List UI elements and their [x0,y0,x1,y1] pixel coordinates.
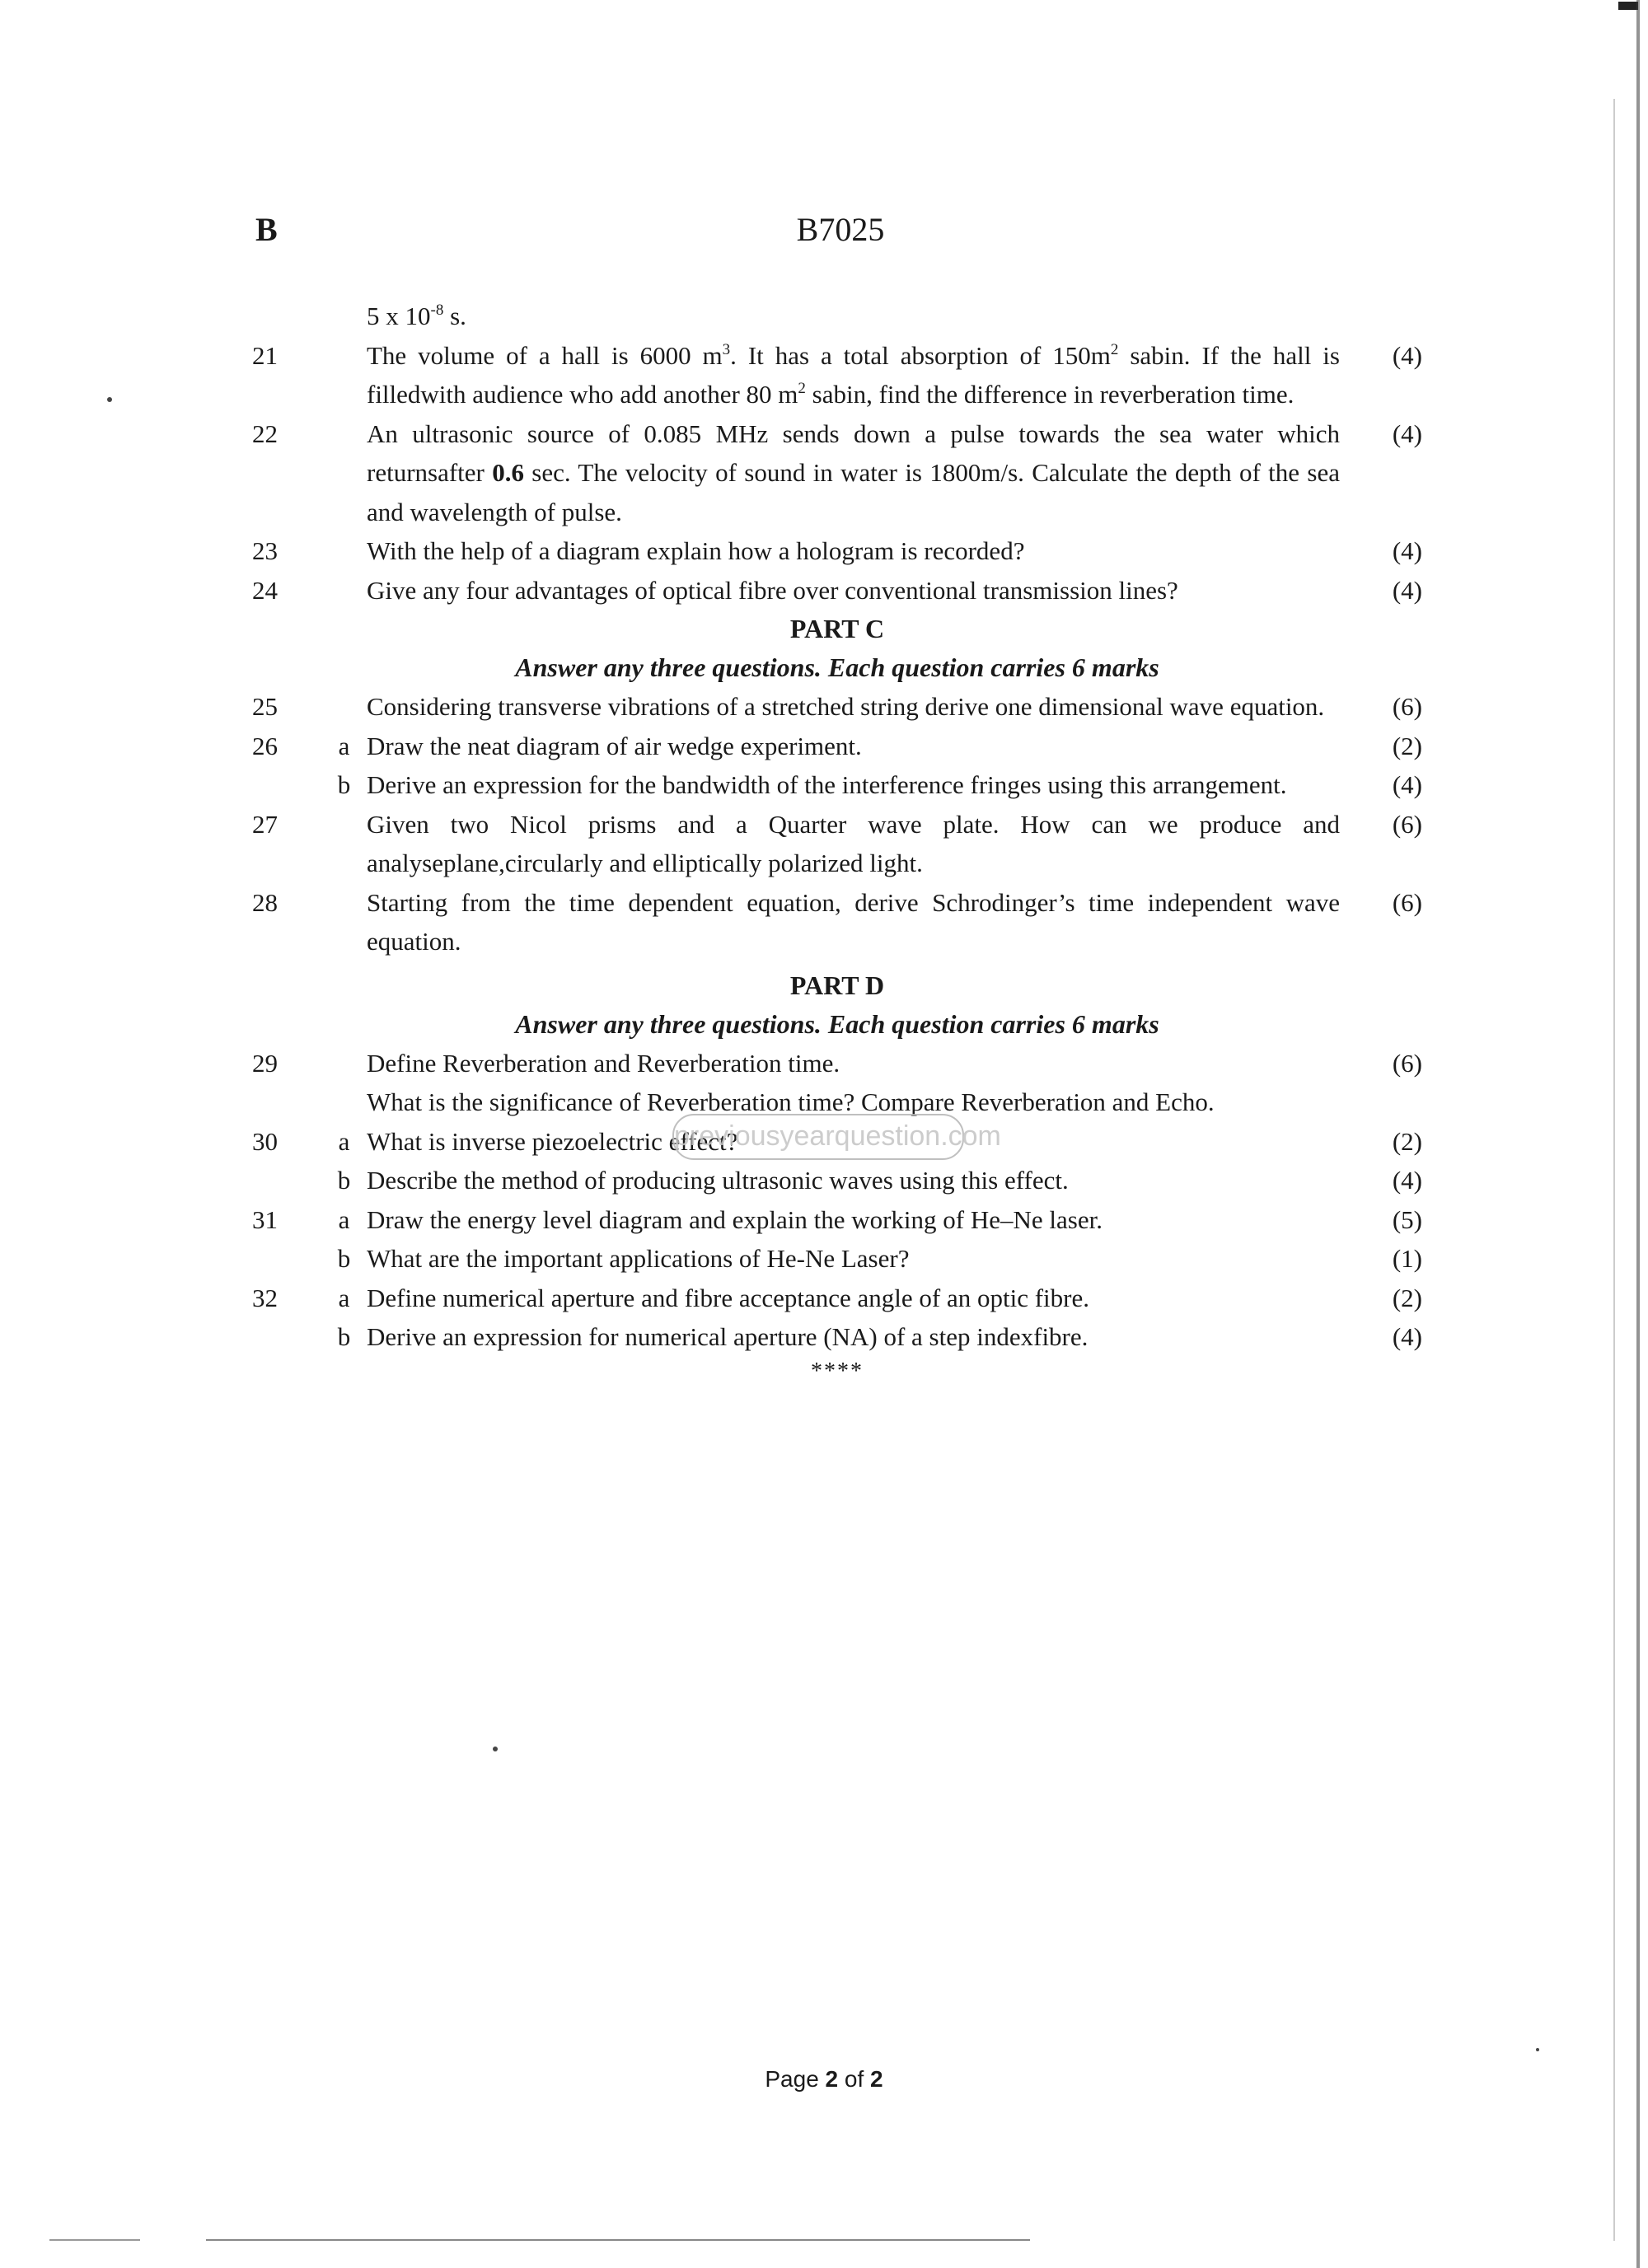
question-text: Draw the neat diagram of air wedge experiment. [367,731,862,760]
question-31b [252,1239,1422,1279]
question-number: 26 [252,731,278,760]
question-part-letter: b [337,1166,351,1195]
question-part-letter: a [338,731,350,760]
question-marks: (2) [1392,731,1422,760]
question-26a [252,727,1422,766]
question-text: What is inverse piezoelectric effect? [367,1126,738,1156]
paper-code: B7025 [796,211,885,248]
question-marks: (6) [1392,887,1422,917]
question-marks: (2) [1392,1283,1422,1312]
question-marks: (4) [1392,1166,1422,1195]
question-number: 32 [252,1283,278,1312]
question-marks: (4) [1392,340,1422,370]
scan-bottom-line [49,2239,140,2241]
question-marks: (4) [1392,1322,1422,1351]
continuation-text: 5 x $10^{-8}$ s. [367,302,466,330]
question-text: Give any four advantages of optical fibre over conventional transmission lines? [367,575,1178,605]
question-marks: (6) [1392,1048,1422,1078]
question-32a [252,1279,1422,1318]
question-26b [252,765,1422,805]
end-marker: **** [811,1358,864,1384]
question-27 [252,805,1422,883]
question-part-letter: a [338,1283,350,1312]
continuation-row [252,297,1422,336]
question-list [252,297,1422,1387]
question-22 [252,414,1422,532]
scan-edge-inner [1613,99,1615,2241]
scan-corner-mark [1618,2,1638,10]
scan-edge-right [1636,0,1640,2268]
question-25 [252,687,1422,727]
part-d-instruction: Answer any three questions. Each question carries 6 marks [515,1008,1159,1039]
question-marks: (4) [1392,536,1422,565]
part-d-title: PART D [789,970,885,1000]
question-part-letter: b [337,1244,351,1273]
scan-speck [1536,2048,1539,2051]
question-text: What are the important applications of He-Ne Laser? [367,1244,910,1273]
scan-speck [107,397,112,402]
question-text: Define numerical aperture and fibre acceptance angle of an optic fibre. [367,1283,1089,1312]
question-marks: (4) [1392,770,1422,799]
question-number: 31 [252,1204,278,1234]
question-marks: (5) [1392,1204,1422,1234]
question-number: 21 [252,340,278,370]
question-number: 24 [252,575,278,605]
question-28 [252,883,1422,961]
scan-speck [493,1747,498,1751]
question-part-letter: b [337,770,351,799]
series-letter: B [255,211,278,248]
question-number: 29 [252,1048,278,1078]
question-part-letter: b [337,1322,351,1351]
scan-bottom-line [206,2239,1030,2241]
question-text: Describe the method of producing ultrasonic waves using this effect. [367,1166,1069,1195]
question-number: 25 [252,692,278,721]
question-21 [252,336,1422,414]
question-text: Starting from the time dependent equation, derive Schrodinger’s time independent wave equation. [367,887,1340,956]
question-32b [252,1317,1422,1357]
page-footer: Page 2 of 2 [765,2066,883,2092]
question-text: Define Reverberation and Reverberation time. What is the significance of Reverberation time? Compare Reverberation and Echo. [367,1048,1215,1116]
question-text: Given two Nicol prisms and a Quarter wave plate. How can we produce and analyseplane,circularly and elliptically polarized light. [367,809,1340,877]
question-text: The volume of a hall is 6000 $m^3$. It has a total absorption of $150m^2$ sabin. If the hall is filledwith audience who add another 80 $m^2$ sabin, find the difference in reverberation time. [367,340,1340,409]
question-23 [252,531,1422,571]
question-number: 23 [252,536,278,565]
question-part-letter: a [338,1126,350,1156]
part-c-title: PART C [789,614,885,643]
question-marks: (2) [1392,1126,1422,1156]
question-text: Considering transverse vibrations of a stretched string derive one dimensional wave equation. [367,692,1325,721]
question-part-letter: a [338,1204,350,1234]
question-30b [252,1161,1422,1200]
question-31a [252,1200,1422,1240]
question-number: 30 [252,1126,278,1156]
question-text: Derive an expression for the bandwidth of the interference fringes using this arrangement. [367,770,1287,799]
page-header [255,210,1426,251]
question-text: An ultrasonic source of 0.085 MHz sends down a pulse towards the sea water which returnsafter 0.6 sec. The velocity of sound in water is 1800m/s. Calculate the depth of the sea and wavelength of pulse. [367,419,1340,526]
question-number: 22 [252,419,278,448]
question-marks: (6) [1392,692,1422,721]
question-marks: (6) [1392,809,1422,839]
question-marks: (1) [1392,1244,1422,1273]
question-number: 27 [252,809,278,839]
watermark-stamp: previousyearquestion.com [672,1114,964,1160]
question-text: Derive an expression for numerical aperture (NA) of a step indexfibre. [367,1322,1089,1351]
question-29 [252,1044,1422,1122]
question-marks: (4) [1392,575,1422,605]
part-c-instruction: Answer any three questions. Each question carries 6 marks [515,652,1159,682]
question-number: 28 [252,887,278,917]
question-text: With the help of a diagram explain how a hologram is recorded? [367,536,1025,565]
question-24 [252,571,1422,610]
question-text: Draw the energy level diagram and explain the working of He–Ne laser. [367,1204,1103,1234]
question-marks: (4) [1392,419,1422,448]
